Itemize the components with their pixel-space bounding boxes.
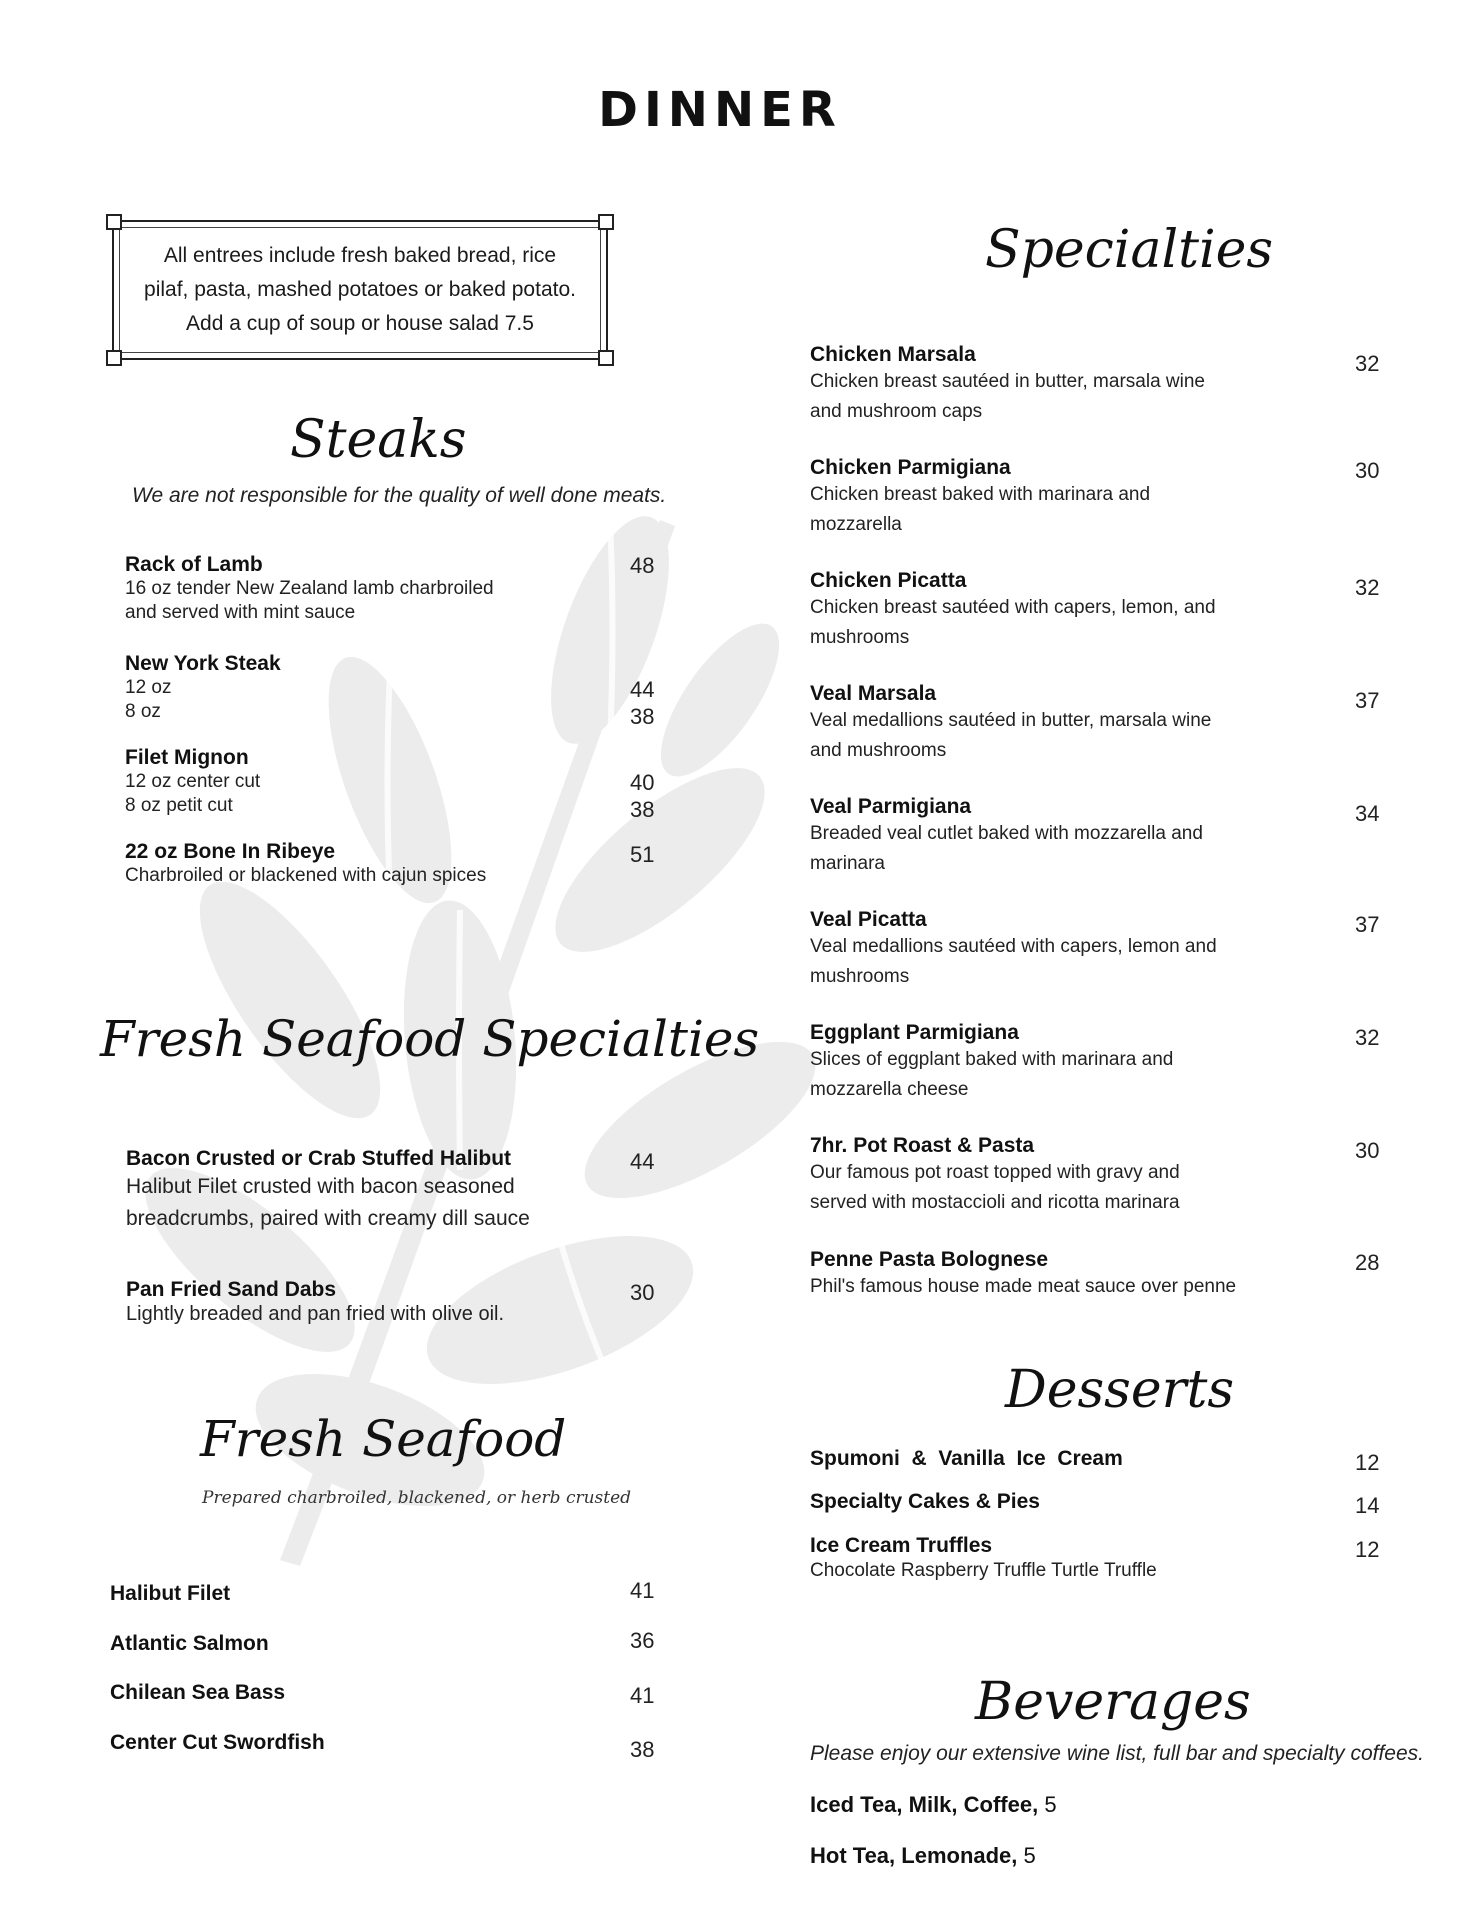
menu-item bbox=[110, 1578, 670, 1606]
item-description: and mushroom caps bbox=[810, 401, 983, 422]
item-description: Chicken breast sautéed with capers, lemon, and bbox=[810, 597, 1216, 618]
fresh-seafood-note: Prepared charbroiled, blackened, or herb crusted bbox=[202, 1488, 632, 1508]
item-description: Slices of eggplant baked with marinara and bbox=[810, 1049, 1174, 1070]
item-price: 5 bbox=[1023, 1843, 1036, 1868]
item-price: 12 bbox=[1355, 1537, 1380, 1562]
item-description: Charbroiled or blackened with cajun spices bbox=[125, 865, 487, 886]
item-price: 32 bbox=[1355, 351, 1380, 376]
item-description: breadcrumbs, paired with creamy dill sauce bbox=[126, 1207, 530, 1230]
item-name: Rack of Lamb bbox=[125, 553, 263, 576]
item-price: 38 bbox=[630, 704, 655, 729]
entree-info-text bbox=[144, 239, 576, 341]
beverage-item bbox=[810, 1843, 1036, 1869]
item-description: Breaded veal cutlet baked with mozzarella and bbox=[810, 823, 1203, 844]
menu-item bbox=[110, 1731, 670, 1762]
item-price: 48 bbox=[630, 553, 655, 578]
menu-item bbox=[810, 1248, 1390, 1302]
box-corner-ornament bbox=[598, 214, 614, 230]
menu-item bbox=[810, 343, 1390, 427]
item-name: Chicken Parmigiana bbox=[810, 456, 1011, 479]
item-price: 12 bbox=[1355, 1450, 1380, 1475]
item-description: Chocolate Raspberry Truffle Turtle Truffle bbox=[810, 1560, 1157, 1581]
item-name: 22 oz Bone In Ribeye bbox=[125, 840, 336, 863]
item-name: Chicken Marsala bbox=[810, 343, 976, 366]
item-price: 37 bbox=[1355, 912, 1380, 937]
entree-info-line: Add a cup of soup or house salad 7.5 bbox=[186, 312, 534, 335]
item-option: 8 oz petit cut bbox=[125, 795, 233, 816]
item-name: Veal Parmigiana bbox=[810, 795, 972, 818]
item-name: Filet Mignon bbox=[125, 746, 249, 769]
item-price: 38 bbox=[630, 1737, 655, 1762]
item-description: Chicken breast sautéed in butter, marsala wine bbox=[810, 371, 1205, 392]
item-description: Veal medallions sautéed with capers, lemon and bbox=[810, 936, 1217, 957]
item-price: 37 bbox=[1355, 688, 1380, 713]
menu-item bbox=[810, 456, 1390, 540]
item-name: Hot Tea, Lemonade, bbox=[810, 1843, 1018, 1868]
box-corner-ornament bbox=[598, 350, 614, 366]
item-name: Chicken Picatta bbox=[810, 569, 967, 592]
item-name: Pan Fried Sand Dabs bbox=[126, 1278, 337, 1301]
item-price: 14 bbox=[1355, 1493, 1380, 1518]
item-price: 36 bbox=[630, 1628, 655, 1653]
menu-item bbox=[110, 1628, 670, 1656]
item-description: mozzarella cheese bbox=[810, 1079, 969, 1100]
item-description: Phil's famous house made meat sauce over penne bbox=[810, 1276, 1237, 1297]
item-name: Spumoni & Vanilla Ice Cream bbox=[810, 1447, 1123, 1470]
item-description: Lightly breaded and pan fried with olive oil. bbox=[126, 1303, 505, 1325]
item-name: New York Steak bbox=[125, 652, 281, 675]
item-price: 44 bbox=[630, 1149, 655, 1174]
item-description: Veal medallions sautéed in butter, marsala wine bbox=[810, 710, 1212, 731]
menu-item bbox=[810, 682, 1390, 766]
item-price: 41 bbox=[630, 1683, 655, 1708]
seafood-specialties-heading: Fresh Seafood Specialties bbox=[100, 1010, 760, 1068]
menu-item bbox=[810, 795, 1390, 879]
item-name: Specialty Cakes & Pies bbox=[810, 1490, 1040, 1513]
menu-item bbox=[125, 553, 665, 625]
item-description: mushrooms bbox=[810, 627, 910, 648]
menu-item bbox=[810, 569, 1390, 653]
item-price: 34 bbox=[1355, 801, 1380, 826]
page-title: DINNER bbox=[598, 82, 842, 138]
beverages-heading: Beverages bbox=[975, 1672, 1251, 1732]
item-description: marinara bbox=[810, 853, 885, 874]
menu-item bbox=[125, 840, 665, 888]
item-description: Our famous pot roast topped with gravy and bbox=[810, 1162, 1180, 1183]
item-price: 38 bbox=[630, 797, 655, 822]
item-option: 12 oz center cut bbox=[125, 771, 261, 792]
menu-item bbox=[126, 1278, 666, 1326]
item-name: Penne Pasta Bolognese bbox=[810, 1248, 1049, 1271]
item-price: 32 bbox=[1355, 575, 1380, 600]
specialties-heading: Specialties bbox=[985, 220, 1274, 280]
item-description: served with mostaccioli and ricotta marinara bbox=[810, 1192, 1180, 1213]
item-description: mozzarella bbox=[810, 514, 902, 535]
item-name: Veal Marsala bbox=[810, 682, 937, 705]
menu-item bbox=[810, 1447, 1390, 1475]
item-description: and mushrooms bbox=[810, 740, 947, 761]
item-price: 30 bbox=[1355, 1138, 1380, 1163]
menu-item bbox=[110, 1681, 670, 1708]
menu-item bbox=[810, 1490, 1390, 1518]
item-name: 7hr. Pot Roast & Pasta bbox=[810, 1134, 1035, 1157]
item-name: Ice Cream Truffles bbox=[810, 1534, 993, 1557]
item-option: 8 oz bbox=[125, 701, 161, 722]
menu-item bbox=[810, 1534, 1390, 1584]
item-description: Chicken breast baked with marinara and bbox=[810, 484, 1151, 505]
item-option: 12 oz bbox=[125, 677, 172, 698]
entree-info-box bbox=[112, 220, 608, 360]
item-price: 28 bbox=[1355, 1250, 1380, 1275]
item-name: Halibut Filet bbox=[110, 1582, 231, 1605]
item-name: Iced Tea, Milk, Coffee, bbox=[810, 1792, 1039, 1817]
beverage-item bbox=[810, 1792, 1057, 1818]
menu-item bbox=[125, 652, 665, 729]
steaks-note: We are not responsible for the quality of well done meats. bbox=[132, 484, 667, 507]
fresh-seafood-heading: Fresh Seafood bbox=[200, 1410, 567, 1468]
box-corner-ornament bbox=[106, 214, 122, 230]
item-price: 40 bbox=[630, 770, 655, 795]
steaks-heading: Steaks bbox=[290, 410, 467, 470]
item-description: mushrooms bbox=[810, 966, 910, 987]
item-price: 5 bbox=[1044, 1792, 1057, 1817]
item-price: 30 bbox=[630, 1280, 655, 1305]
item-name: Atlantic Salmon bbox=[110, 1632, 269, 1655]
item-price: 32 bbox=[1355, 1025, 1380, 1050]
menu-item bbox=[810, 1134, 1390, 1218]
desserts-heading: Desserts bbox=[1005, 1360, 1235, 1420]
menu-item bbox=[810, 1021, 1390, 1105]
beverages-note: Please enjoy our extensive wine list, full bar and specialty coffees. bbox=[810, 1742, 1424, 1765]
item-name: Bacon Crusted or Crab Stuffed Halibut bbox=[126, 1147, 512, 1170]
item-price: 44 bbox=[630, 677, 655, 702]
item-price: 30 bbox=[1355, 458, 1380, 483]
item-price: 41 bbox=[630, 1578, 655, 1603]
item-name: Center Cut Swordfish bbox=[110, 1731, 325, 1754]
menu-item bbox=[126, 1147, 666, 1235]
entree-info-line: All entrees include fresh baked bread, rice bbox=[163, 244, 557, 267]
item-description: 16 oz tender New Zealand lamb charbroiled bbox=[125, 578, 494, 599]
item-name: Eggplant Parmigiana bbox=[810, 1021, 1019, 1044]
item-description: and served with mint sauce bbox=[125, 602, 356, 623]
box-corner-ornament bbox=[106, 350, 122, 366]
entree-info-line: pilaf, pasta, mashed potatoes or baked potato. bbox=[144, 278, 576, 301]
item-name: Veal Picatta bbox=[810, 908, 927, 931]
item-name: Chilean Sea Bass bbox=[110, 1681, 286, 1704]
menu-item bbox=[125, 746, 665, 822]
item-description: Halibut Filet crusted with bacon seasoned bbox=[126, 1175, 515, 1198]
item-price: 51 bbox=[630, 842, 655, 867]
menu-item bbox=[810, 908, 1390, 992]
